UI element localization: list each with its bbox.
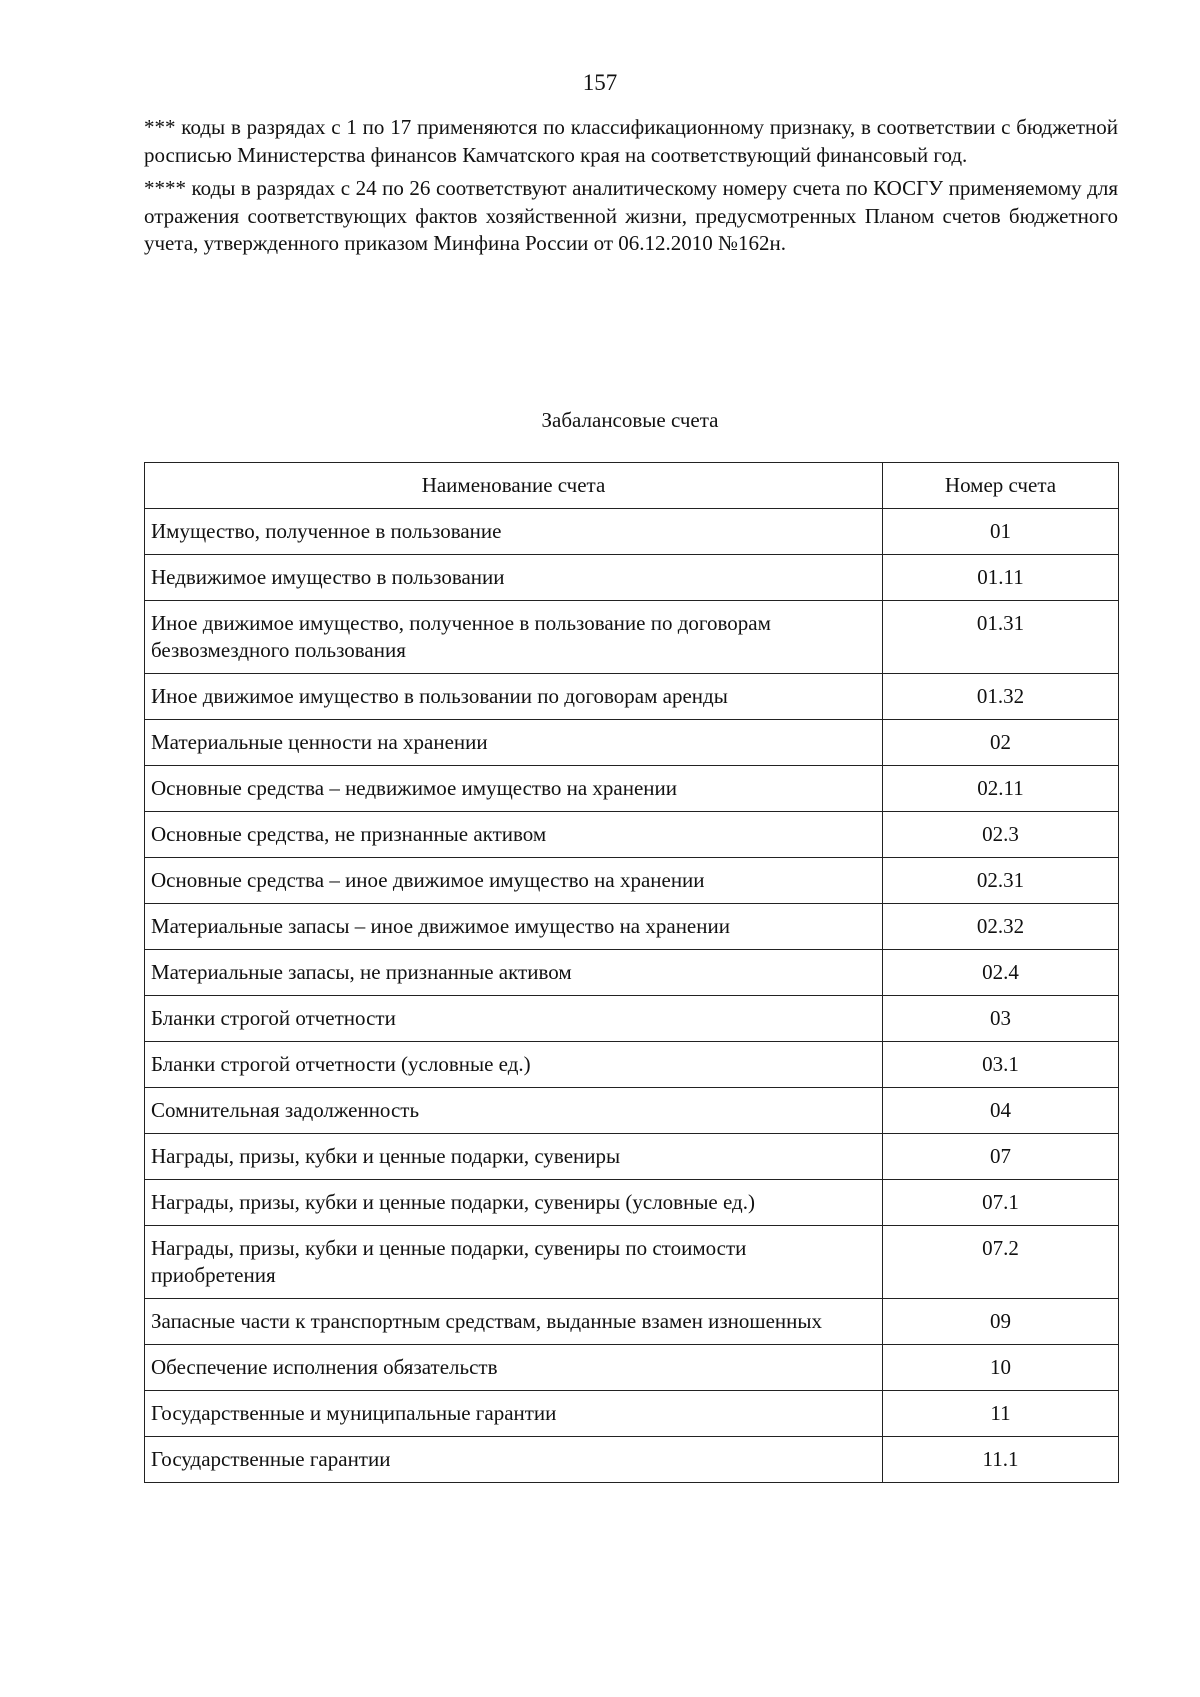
account-name-cell: Основные средства – недвижимое имущество на хранении — [145, 766, 883, 812]
account-name-cell: Награды, призы, кубки и ценные подарки, сувениры (условные ед.) — [145, 1180, 883, 1226]
table-row — [145, 996, 1119, 1042]
account-number-cell: 01.31 — [883, 601, 1119, 674]
account-name-cell: Иное движимое имущество в пользовании по договорам аренды — [145, 674, 883, 720]
account-name-cell: Награды, призы, кубки и ценные подарки, сувениры по стоимости приобретения — [145, 1226, 883, 1299]
table-row — [145, 1226, 1119, 1299]
account-number-cell: 04 — [883, 1088, 1119, 1134]
account-name-cell: Государственные и муниципальные гарантии — [145, 1391, 883, 1437]
table-row — [145, 904, 1119, 950]
account-name-cell: Недвижимое имущество в пользовании — [145, 555, 883, 601]
account-number-cell: 01 — [883, 509, 1119, 555]
account-name-cell: Имущество, полученное в пользование — [145, 509, 883, 555]
account-number-cell: 02.31 — [883, 858, 1119, 904]
account-name-cell: Сомнительная задолженность — [145, 1088, 883, 1134]
table-row — [145, 601, 1119, 674]
table-row — [145, 720, 1119, 766]
account-name-cell: Награды, призы, кубки и ценные подарки, сувениры — [145, 1134, 883, 1180]
account-number-cell: 02.32 — [883, 904, 1119, 950]
account-number-cell: 01.32 — [883, 674, 1119, 720]
table-row — [145, 674, 1119, 720]
account-name-cell: Запасные части к транспортным средствам, выданные взамен изношенных — [145, 1299, 883, 1345]
account-number-cell: 01.11 — [883, 555, 1119, 601]
account-name-cell: Материальные запасы, не признанные активом — [145, 950, 883, 996]
account-number-cell: 03.1 — [883, 1042, 1119, 1088]
account-number-cell: 07.2 — [883, 1226, 1119, 1299]
table-row — [145, 858, 1119, 904]
footnotes — [144, 114, 1118, 264]
footnote-codes-24-26: **** коды в разрядах с 24 по 26 соответствуют аналитическому номеру счета по КОСГУ применяемому для отражения соответствующих фактов хозяйственной жизни, предусмотренных Планом счетов бюджетного учета, утвержденного приказом Минфина России от 06.12.2010 №162н. — [144, 176, 1118, 255]
table-row — [145, 1345, 1119, 1391]
table-row — [145, 766, 1119, 812]
table-row — [145, 1134, 1119, 1180]
account-number-cell: 11 — [883, 1391, 1119, 1437]
account-number-cell: 10 — [883, 1345, 1119, 1391]
account-number-cell: 09 — [883, 1299, 1119, 1345]
off-balance-accounts-table — [144, 462, 1119, 1483]
table-body — [145, 509, 1119, 1483]
table-title: Забалансовые счета — [541, 408, 719, 432]
account-number-cell: 02 — [883, 720, 1119, 766]
account-number-cell: 02.3 — [883, 812, 1119, 858]
table-row — [145, 1391, 1119, 1437]
account-number-cell: 02.11 — [883, 766, 1119, 812]
header-account-number: Номер счета — [883, 463, 1119, 509]
table-row — [145, 1437, 1119, 1483]
table-row — [145, 950, 1119, 996]
table-header-row — [145, 463, 1119, 509]
account-name-cell: Материальные запасы – иное движимое имущество на хранении — [145, 904, 883, 950]
account-number-cell: 07.1 — [883, 1180, 1119, 1226]
account-name-cell: Материальные ценности на хранении — [145, 720, 883, 766]
table-row — [145, 1299, 1119, 1345]
account-name-cell: Основные средства – иное движимое имущество на хранении — [145, 858, 883, 904]
account-name-cell: Бланки строгой отчетности — [145, 996, 883, 1042]
footnote-codes-1-17: *** коды в разрядах с 1 по 17 применяются по классификационному признаку, в соответствии с бюджетной росписью Министерства финансов Камчатского края на соответствующий финансовый год. — [144, 115, 1118, 167]
account-name-cell: Иное движимое имущество, полученное в пользование по договорам безвозмездного пользования — [145, 601, 883, 674]
table-row — [145, 509, 1119, 555]
account-number-cell: 02.4 — [883, 950, 1119, 996]
table-row — [145, 1180, 1119, 1226]
table-row — [145, 1042, 1119, 1088]
account-number-cell: 03 — [883, 996, 1119, 1042]
account-name-cell: Бланки строгой отчетности (условные ед.) — [145, 1042, 883, 1088]
page-number: 157 — [582, 70, 618, 95]
account-name-cell: Обеспечение исполнения обязательств — [145, 1345, 883, 1391]
account-number-cell: 11.1 — [883, 1437, 1119, 1483]
account-number-cell: 07 — [883, 1134, 1119, 1180]
account-name-cell: Государственные гарантии — [145, 1437, 883, 1483]
account-name-cell: Основные средства, не признанные активом — [145, 812, 883, 858]
header-account-name: Наименование счета — [145, 463, 883, 509]
table-row — [145, 555, 1119, 601]
table-row — [145, 812, 1119, 858]
table-row — [145, 1088, 1119, 1134]
